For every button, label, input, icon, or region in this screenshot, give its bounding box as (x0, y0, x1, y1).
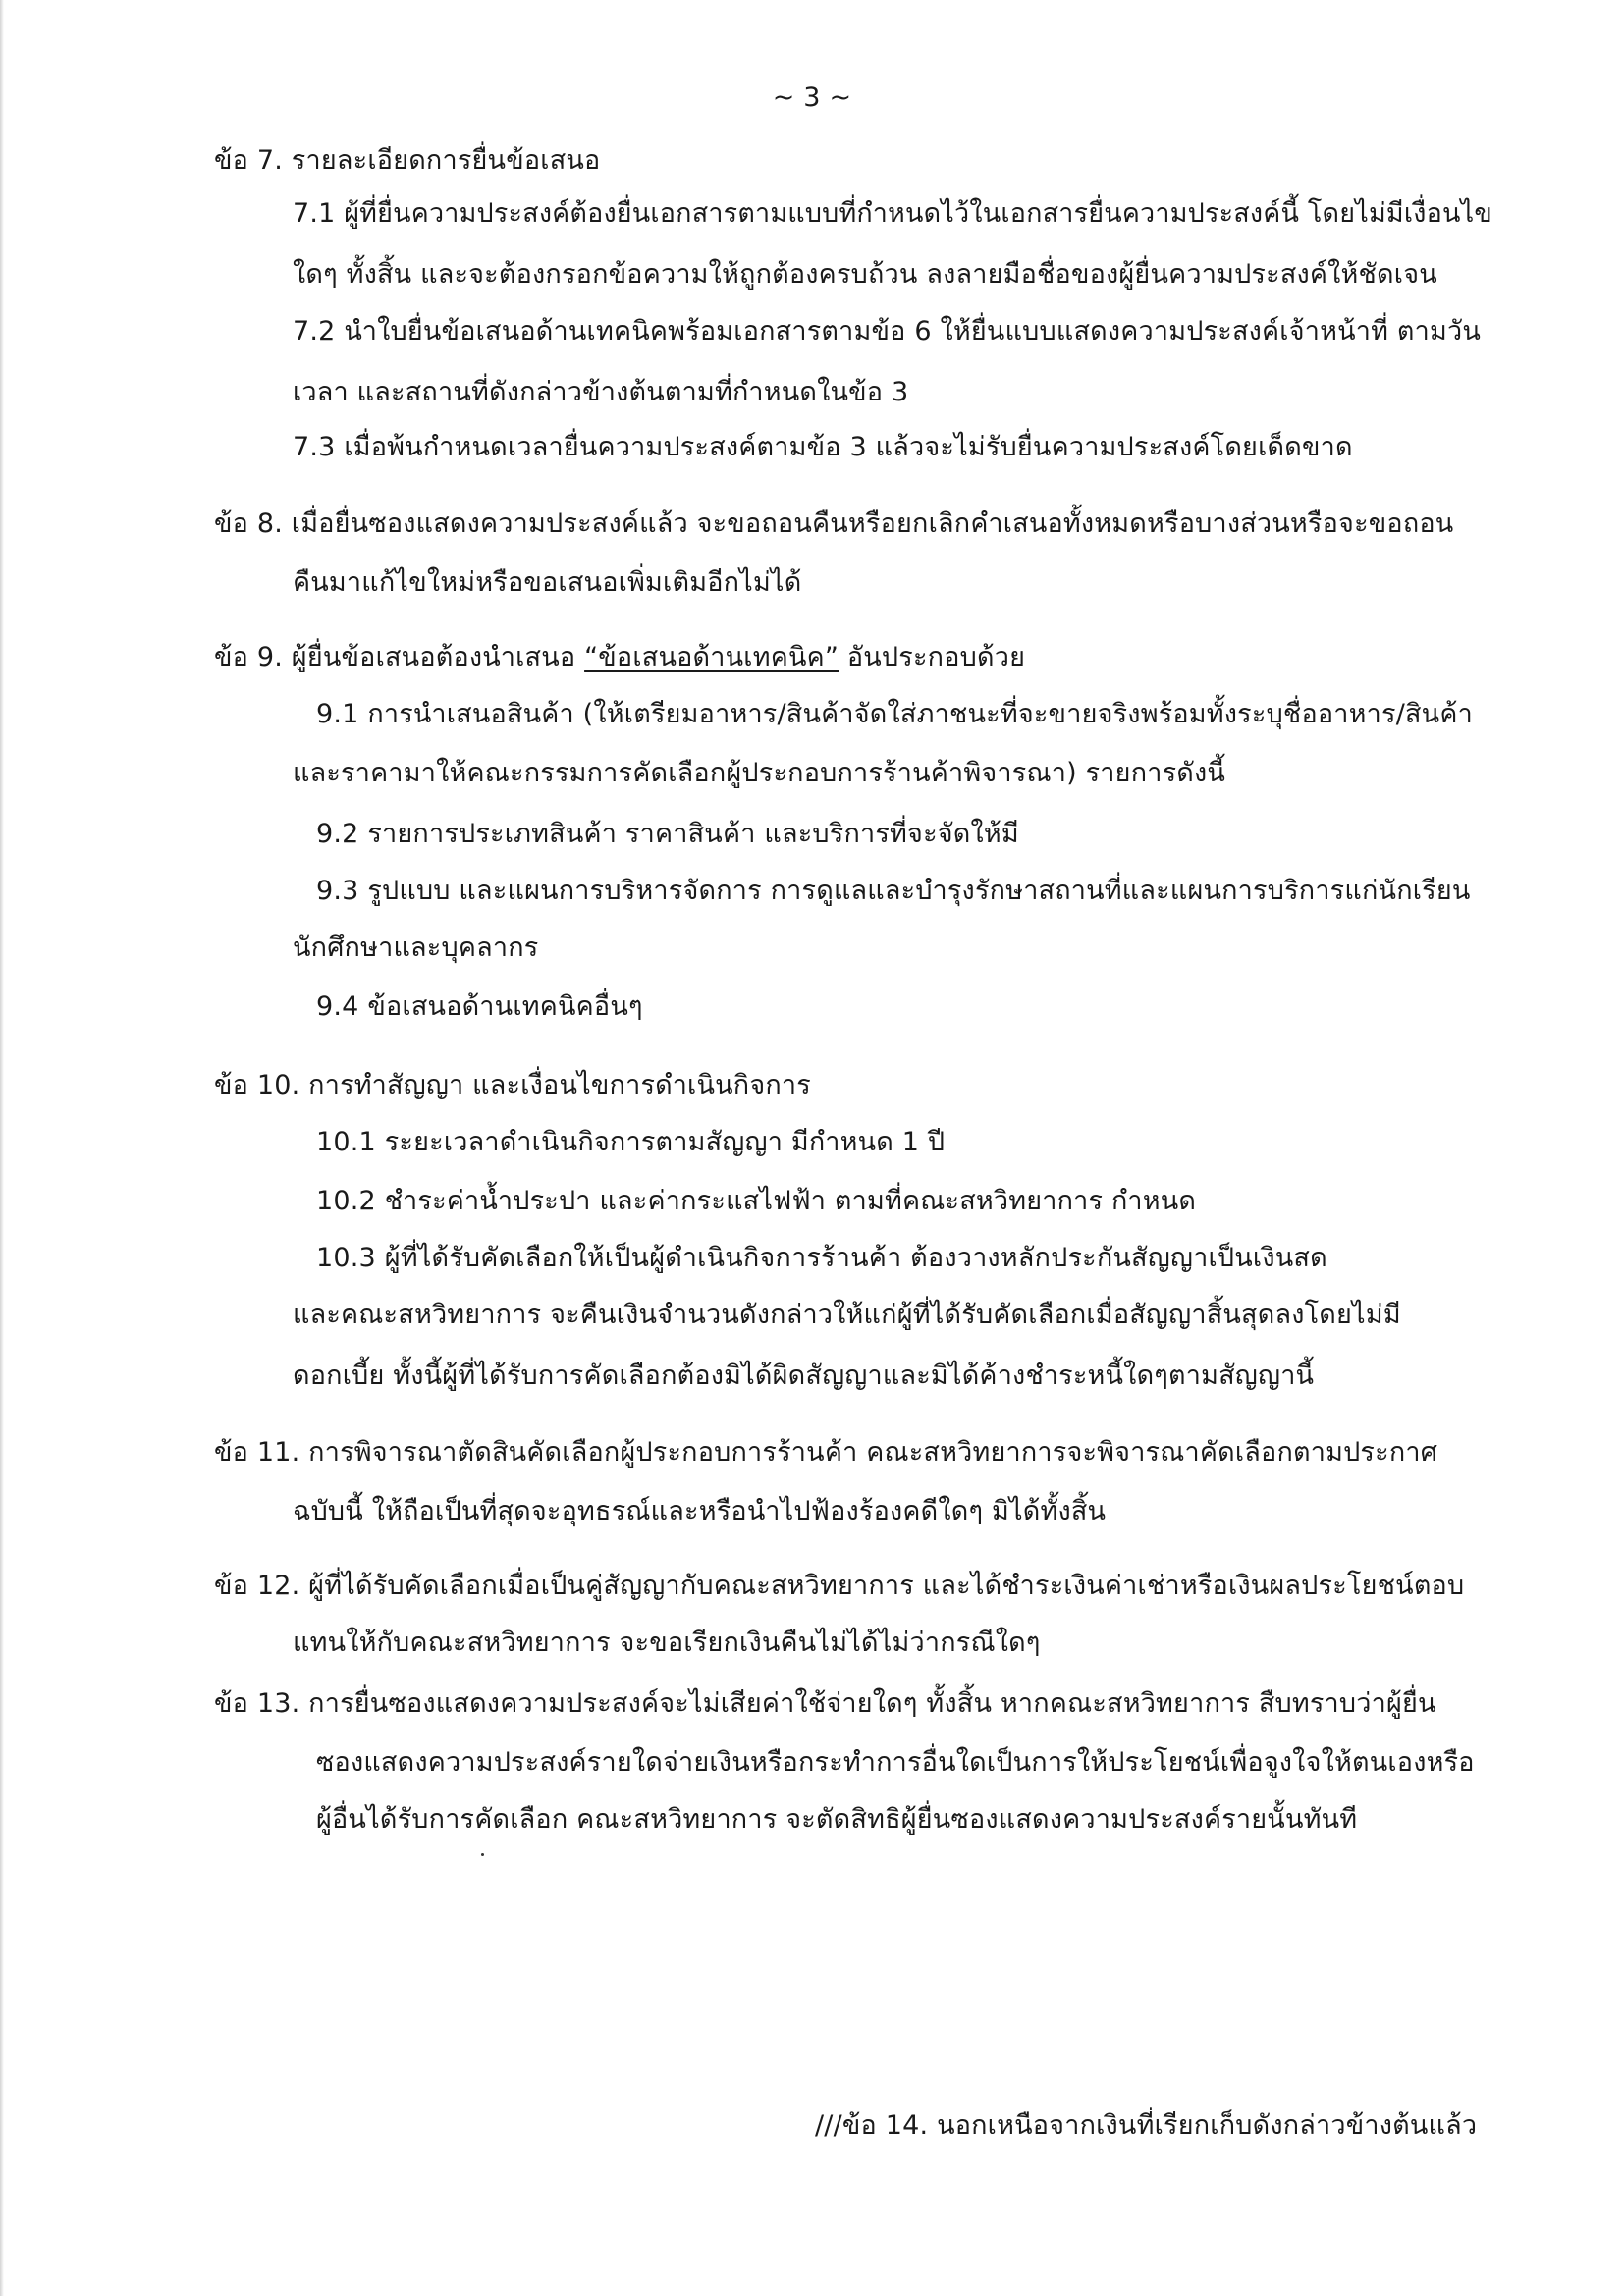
item-10-3-line2: และคณะสหวิทยาการ จะคืนเงินจำนวนดังกล่าวให้แก่ผู้ที่ได้รับคัดเลือกเมื่อสัญญาสิ้นสุดลงโดยไม่มี (293, 1300, 1401, 1330)
section8-line2: คืนมาแก้ไขใหม่หรือขอเสนอเพิ่มเติมอีกไม่ได้ (293, 567, 802, 598)
item-7-1-line2: ใดๆ ทั้งสิ้น และจะต้องกรอกข้อความให้ถูกต้องครบถ้วน ลงลายมือชื่อของผู้ยื่นความประสงค์ให้ชัดเจน (293, 259, 1437, 290)
section12-line2: แทนให้กับคณะสหวิทยาการ จะขอเรียกเงินคืนไม่ได้ไม่ว่ากรณีใดๆ (293, 1628, 1041, 1658)
section10-heading: ข้อ 10. การทำสัญญา และเงื่อนไขการดำเนินกิจการ (214, 1070, 811, 1100)
section11-line2: ฉบับนี้ ให้ถือเป็นที่สุดจะอุทธรณ์และหรือนำไปฟ้องร้องคดีใดๆ มิได้ทั้งสิ้น (293, 1496, 1107, 1526)
section9-heading-suffix: อันประกอบด้วย (839, 642, 1026, 672)
section9-heading-prefix: ข้อ 9. ผู้ยื่นข้อเสนอต้องนำเสนอ (214, 642, 585, 672)
item-9-3-line2: นักศึกษาและบุคลากร (293, 933, 539, 963)
section8-line1: ข้อ 8. เมื่อยื่นซองแสดงความประสงค์แล้ว จะขอถอนคืนหรือยกเลิกคำเสนอทั้งหมดหรือบางส่วนหรือจะขอถอน (214, 508, 1454, 539)
item-10-1: 10.1 ระยะเวลาดำเนินกิจการตามสัญญา มีกำหนด 1 ปี (316, 1127, 946, 1157)
item-9-4: 9.4 ข้อเสนอด้านเทคนิคอื่นๆ (316, 991, 643, 1022)
section13-line1: ข้อ 13. การยื่นซองแสดงความประสงค์จะไม่เสียค่าใช้จ่ายใดๆ ทั้งสิ้น หากคณะสหวิทยาการ สืบทราบว่าผู้ยื่น (214, 1688, 1436, 1719)
item-10-2: 10.2 ชำระค่าน้ำประปา และค่ากระแสไฟฟ้า ตามที่คณะสหวิทยาการ กำหนด (316, 1186, 1197, 1216)
page-number: ~ 3 ~ (772, 82, 852, 113)
continuation-note: ///ข้อ 14. นอกเหนือจากเงินที่เรียกเก็บดังกล่าวข้างต้นแล้ว (815, 2110, 1478, 2141)
item-9-1-line2: และราคามาให้คณะกรรมการคัดเลือกผู้ประกอบการร้านค้าพิจารณา) รายการดังนี้ (293, 758, 1226, 788)
item-10-3-line3: ดอกเบี้ย ทั้งนี้ผู้ที่ได้รับการคัดเลือกต้องมิได้ผิดสัญญาและมิได้ค้างชำระหนี้ใดๆตามสัญญานี้ (293, 1361, 1315, 1391)
section7-heading: ข้อ 7. รายละเอียดการยื่นข้อเสนอ (214, 145, 601, 176)
technical-proposal-term: “ข้อเสนอด้านเทคนิค” (584, 642, 839, 672)
item-7-3: 7.3 เมื่อพ้นกำหนดเวลายื่นความประสงค์ตามข้อ 3 แล้วจะไม่รับยื่นความประสงค์โดยเด็ดขาด (293, 432, 1353, 462)
scan-edge (0, 0, 4, 2296)
item-10-3-line1: 10.3 ผู้ที่ได้รับคัดเลือกให้เป็นผู้ดำเนินกิจการร้านค้า ต้องวางหลักประกันสัญญาเป็นเงินสด (316, 1243, 1327, 1273)
item-7-1-line1: 7.1 ผู้ที่ยื่นความประสงค์ต้องยื่นเอกสารตามแบบที่กำหนดไว้ในเอกสารยื่นความประสงค์นี้ โดยไม่มีเงื่อนไข (293, 198, 1492, 229)
item-7-2-line2: เวลา และสถานที่ดังกล่าวข้างต้นตามที่กำหนดในข้อ 3 (293, 377, 909, 407)
section13-line3: ผู้อื่นได้รับการคัดเลือก คณะสหวิทยาการ จะตัดสิทธิผู้ยื่นซองแสดงความประสงค์รายนั้นทันที (316, 1804, 1358, 1835)
stray-mark (481, 1853, 484, 1856)
section12-line1: ข้อ 12. ผู้ที่ได้รับคัดเลือกเมื่อเป็นคู่สัญญากับคณะสหวิทยาการ และได้ชำระเงินค่าเช่าหรือเงินผลประโยชน์ตอบ (214, 1571, 1465, 1601)
section9-heading (214, 640, 1025, 675)
section13-line2: ซองแสดงความประสงค์รายใดจ่ายเงินหรือกระทำการอื่นใดเป็นการให้ประโยชน์เพื่อจูงใจให้ตนเองหรือ (316, 1747, 1475, 1778)
item-9-3-line1: 9.3 รูปแบบ และแผนการบริหารจัดการ การดูแลและบำรุงรักษาสถานที่และแผนการบริการแก่นักเรียน (316, 876, 1471, 906)
item-9-2: 9.2 รายการประเภทสินค้า ราคาสินค้า และบริการที่จะจัดให้มี (316, 819, 1019, 849)
item-7-2-line1: 7.2 นำใบยื่นข้อเสนอด้านเทคนิคพร้อมเอกสารตามข้อ 6 ให้ยื่นแบบแสดงความประสงค์เจ้าหน้าที่ ตามวัน (293, 316, 1482, 347)
section11-line1: ข้อ 11. การพิจารณาตัดสินคัดเลือกผู้ประกอบการร้านค้า คณะสหวิทยาการจะพิจารณาคัดเลือกตามประกาศ (214, 1437, 1438, 1468)
item-9-1-line1: 9.1 การนำเสนอสินค้า (ให้เตรียมอาหาร/สินค้าจัดใส่ภาชนะที่จะขายจริงพร้อมทั้งระบุชื่ออาหาร/สินค้า (316, 699, 1473, 729)
